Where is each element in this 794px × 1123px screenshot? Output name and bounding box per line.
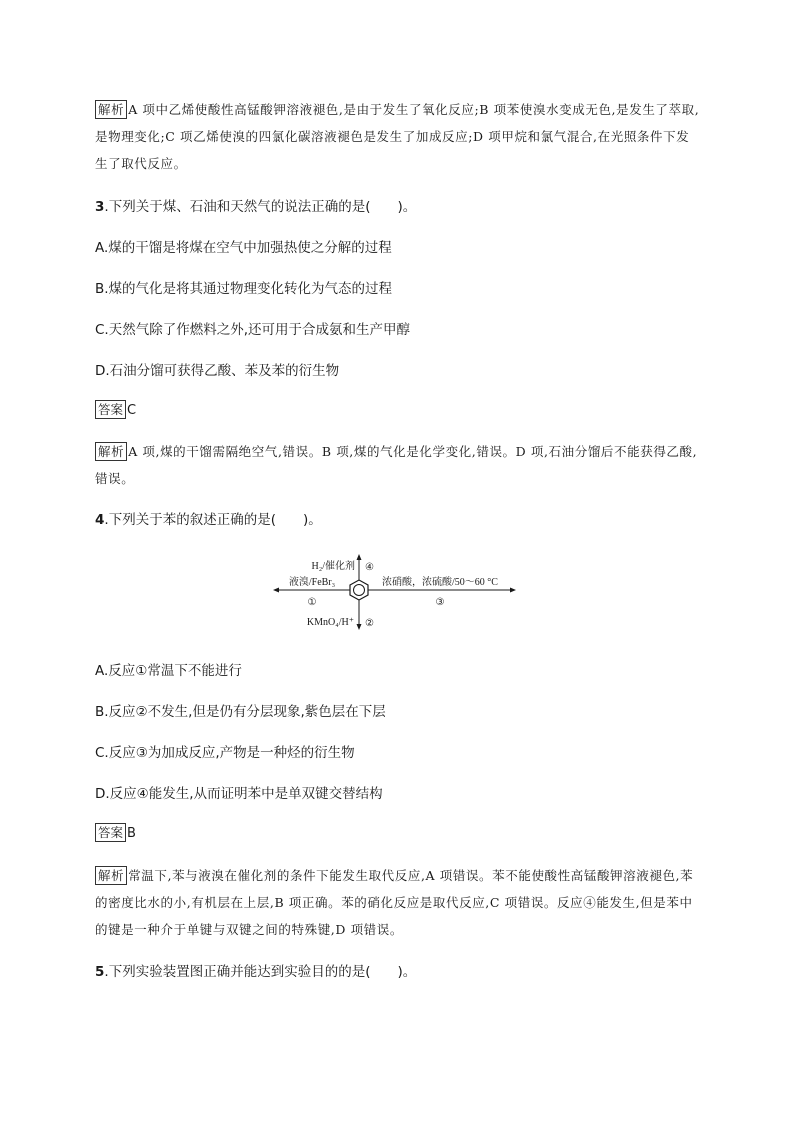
bottom-number: ② [365,618,374,629]
analysis-1 [95,96,700,177]
analysis-text: A 项,煤的干馏需隔绝空气,错误。B 项,煤的气化是化学变化,错误。D 项,石油分馏后不能获得乙酸,错误。 [95,444,698,486]
question-stem: .下列关于苯的叙述正确的是( )。 [104,512,322,528]
top-reagent: H₂/催化剂 [311,561,355,572]
top-number: ④ [365,562,374,573]
left-reagent: 液溴/FeBr₃ [288,577,336,588]
answer-tag: 答案 [95,823,126,842]
benzene-reaction-diagram [270,553,520,633]
question-5 [95,962,700,982]
answer-value: C [127,403,137,418]
question-number: 5 [95,964,105,980]
benzene-ring [350,580,368,600]
answer-3 [95,400,700,419]
question-stem: .下列实验装置图正确并能达到实验目的的是( )。 [104,964,417,980]
question-4 [95,510,700,530]
analysis-tag: 解析 [95,100,127,119]
option-c: C.天然气除了作燃料之外,还可用于合成氨和生产甲醇 [95,322,411,338]
option-b: B.煤的气化是将其通过物理变化转化为气态的过程 [95,281,393,297]
option-d: D.反应④能发生,从而证明苯中是单双键交替结构 [95,786,383,802]
arrow-down-head [357,624,362,630]
analysis-4 [95,862,700,943]
analysis-tag: 解析 [95,442,127,461]
right-reagent: 浓硝酸，浓硫酸/50～60 °C [382,577,498,588]
option-a: A.反应①常温下不能进行 [95,663,242,679]
answer-4 [95,823,700,842]
arrow-right-head [510,588,516,593]
option-a: A.煤的干馏是将煤在空气中加强热使之分解的过程 [95,240,392,256]
question-3 [95,197,700,217]
arrow-up-head [357,554,362,560]
right-number: ③ [435,597,445,608]
option-b: B.反应②不发生,但是仍有分层现象,紫色层在下层 [95,704,386,720]
analysis-text: 常温下,苯与液溴在催化剂的条件下能发生取代反应,A 项错误。苯不能使酸性高锰酸钾溶液褪色,苯的密度比水的小,有机层在上层,B 项正确。苯的硝化反应是取代反应,C 项错误。反应④能发生,但是苯中的键是一种介于单键与双键之间的特殊键,D 项错误。 [95,868,694,937]
option-c: C.反应③为加成反应,产物是一种烃的衍生物 [95,745,355,761]
answer-tag: 答案 [95,400,126,419]
option-d: D.石油分馏可获得乙酸、苯及苯的衍生物 [95,363,340,379]
analysis-text: A 项中乙烯使酸性高锰酸钾溶液褪色,是由于发生了氧化反应;B 项苯使溴水变成无色,是发生了萃取,是物理变化;C 项乙烯使溴的四氯化碳溶液褪色是发生了加成反应;D 项甲烷和氯气混合,在光照条件下发生了取代反应。 [95,102,700,171]
question-number: 4 [95,512,105,528]
analysis-3 [95,438,700,492]
arrow-left-head [273,588,279,593]
question-stem: .下列关于煤、石油和天然气的说法正确的是( )。 [104,199,417,215]
question-number: 3 [95,199,105,215]
answer-value: B [127,826,136,841]
left-number: ① [307,597,317,608]
analysis-tag: 解析 [95,866,127,885]
bottom-reagent: KMnO₄/H⁺ [306,617,354,628]
